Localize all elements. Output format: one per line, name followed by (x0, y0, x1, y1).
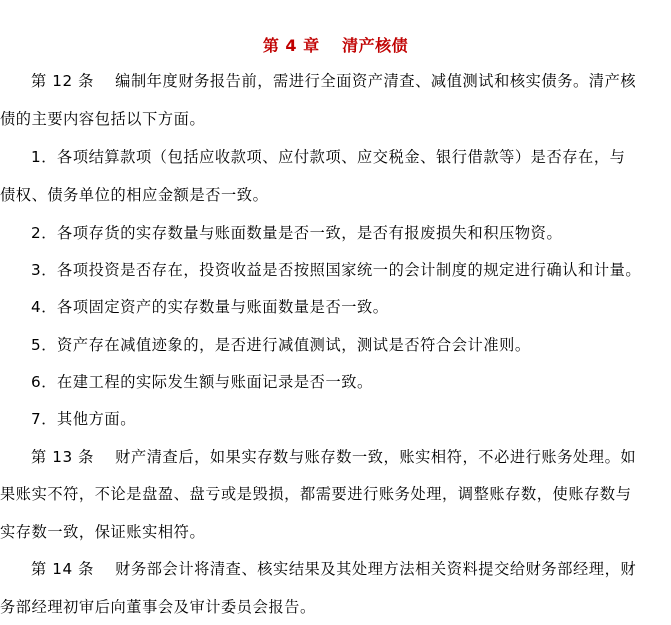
list-item-5: 5．资产存在减值迹象的，是否进行减值测试，测试是否符合会计准则。 (31, 336, 531, 354)
list-item-6: 6．在建工程的实际发生额与账面记录是否一致。 (31, 373, 373, 391)
article-13-line-1: 第 13 条 财产清查后，如果实存数与账存数一致，账实相符，不必进行账务处理。如 (31, 448, 637, 466)
list-item-4: 4．各项固定资产的实存数量与账面数量是否一致。 (31, 298, 389, 316)
list-item-1-line-1: 1．各项结算款项（包括应收款项、应付款项、应交税金、银行借款等）是否存在，与 (31, 148, 626, 166)
article-12-line-2: 债的主要内容包括以下方面。 (0, 110, 206, 128)
article-13-line-2: 果账实不符，不论是盘盈、盘亏或是毁损，都需要进行账务处理，调整账存数，使账存数与 (0, 485, 632, 503)
list-item-3: 3．各项投资是否存在，投资收益是否按照国家统一的会计制度的规定进行确认和计量。 (31, 261, 642, 279)
chapter-title: 第 4 章 清产核债 (262, 36, 409, 55)
list-item-2: 2．各项存货的实存数量与账面数量是否一致，是否有报废损失和积压物资。 (31, 224, 563, 242)
list-item-7: 7．其他方面。 (31, 410, 136, 428)
article-12-line-1: 第 12 条 编制年度财务报告前，需进行全面资产清查、减值测试和核实债务。清产核 (31, 72, 637, 90)
list-item-1-line-2: 债权、债务单位的相应金额是否一致。 (0, 186, 269, 204)
article-13-line-3: 实存数一致，保证账实相符。 (0, 523, 206, 541)
article-14-line-2: 务部经理初审后向董事会及审计委员会报告。 (0, 598, 316, 616)
article-14-line-1: 第 14 条 财务部会计将清查、核实结果及其处理方法相关资料提交给财务部经理，财 (31, 560, 637, 578)
